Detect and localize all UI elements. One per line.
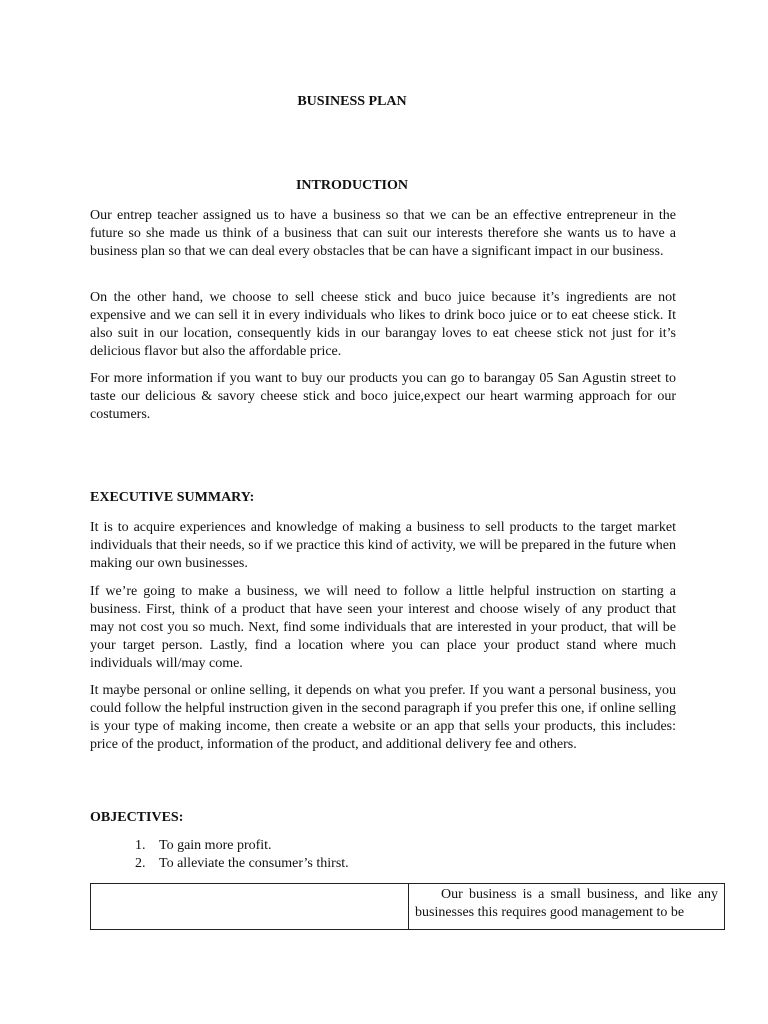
- objectives-list: [135, 837, 349, 873]
- objective-number: 1.: [135, 838, 146, 853]
- intro-paragraph-2: On the other hand, we choose to sell cheese stick and buco juice because it’s ingredients are not expensive and we can sell it in every individuals who likes to drink boco juice or to eat cheese stick. It also suit in our location, consequently kids in our barangay loves to eat cheese stick not just for it’s delicious flavor but also the affordable price.: [90, 290, 676, 359]
- table-cell-text: Our business is a small business, and like any businesses this requires good management to be: [415, 887, 718, 920]
- objective-item: [135, 837, 349, 855]
- objectives-heading: OBJECTIVES:: [90, 810, 184, 825]
- table-cell-empty: [91, 884, 409, 929]
- intro-paragraph-1: Our entrep teacher assigned us to have a business so that we can be an effective entrepreneur in the future so she made us think of a business that can suit our interests therefore she wants us to have a business plan so that we can deal every obstacles that be can have a significant impact in our business.: [90, 208, 676, 259]
- exec-paragraph-1: It is to acquire experiences and knowledge of making a business to sell products to the target market individuals that their needs, so if we practice this kind of activity, we will be prepared in the future when making our own businesses.: [90, 520, 676, 571]
- objective-number: 2.: [135, 856, 146, 871]
- executive-summary-heading: EXECUTIVE SUMMARY:: [90, 490, 255, 505]
- objective-text: To gain more profit.: [159, 838, 272, 853]
- document-title: BUSINESS PLAN: [297, 94, 407, 109]
- exec-paragraph-3: It maybe personal or online selling, it depends on what you prefer. If you want a personal business, you could follow the helpful instruction given in the second paragraph if you prefer this one, if online selling is your type of making income, then create a website or an app that sells your products, this includes: price of the product, information of the product, and additional delivery fee and others.: [90, 683, 676, 752]
- exec-paragraph-2: If we’re going to make a business, we will need to follow a little helpful instruction on starting a business. First, think of a product that have seen your interest and choose wisely of any product that may not cost you so much. Next, find some individuals that are interested in your product, that will be your target person. Lastly, find a location where you can place your product stand where much individuals will/may come.: [90, 584, 676, 671]
- objective-item: [135, 855, 349, 873]
- bottom-table: [90, 883, 725, 930]
- intro-paragraph-3: For more information if you want to buy our products you can go to barangay 05 San Agustin street to taste our delicious & savory cheese stick and boco juice,expect our heart warming approach for our costumers.: [90, 371, 676, 422]
- introduction-heading: INTRODUCTION: [295, 178, 408, 193]
- objective-text: To alleviate the consumer’s thirst.: [159, 856, 349, 871]
